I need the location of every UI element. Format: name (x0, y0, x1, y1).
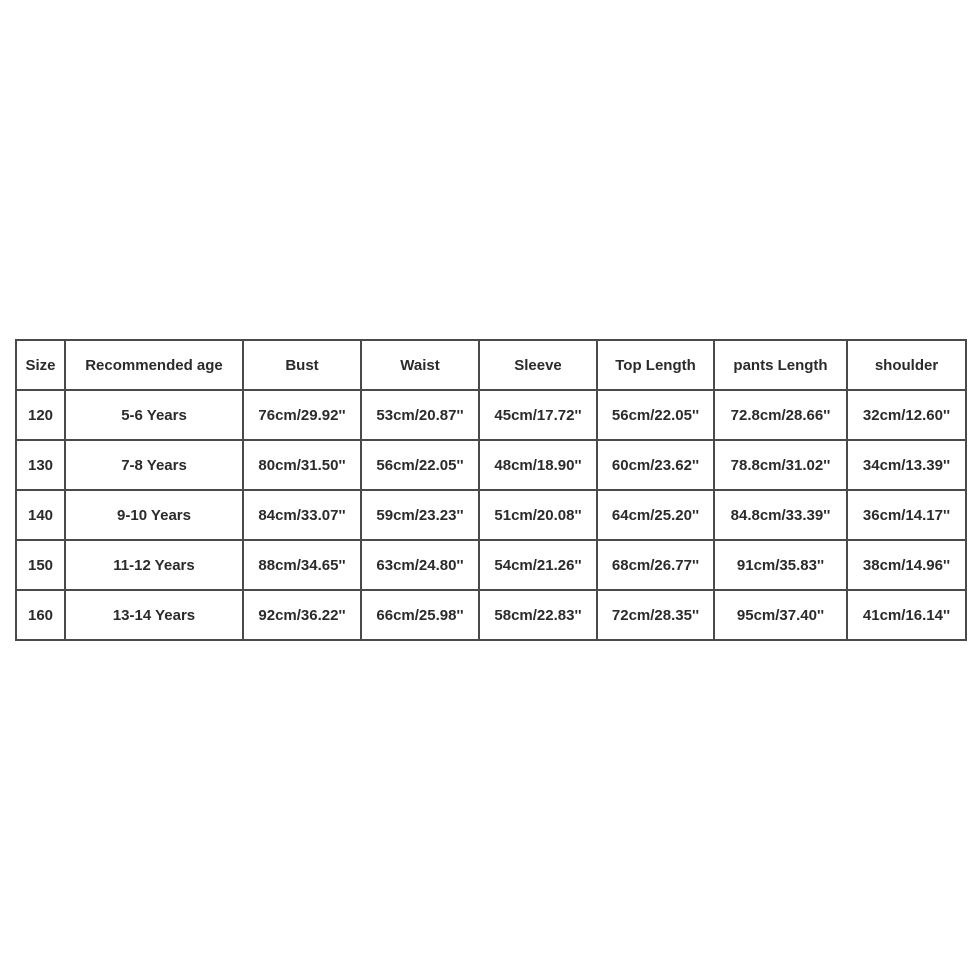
header-recommended-age: Recommended age (66, 341, 244, 391)
table-header-row (17, 341, 967, 391)
header-bust: Bust (244, 341, 362, 391)
cell-shoulder: 36cm/14.17'' (848, 491, 967, 541)
header-pants-length: pants Length (715, 341, 848, 391)
cell-waist: 66cm/25.98'' (362, 591, 480, 641)
cell-pants-length: 91cm/35.83'' (715, 541, 848, 591)
cell-size: 130 (17, 441, 66, 491)
cell-waist: 63cm/24.80'' (362, 541, 480, 591)
cell-bust: 88cm/34.65'' (244, 541, 362, 591)
cell-top-length: 68cm/26.77'' (598, 541, 715, 591)
cell-waist: 56cm/22.05'' (362, 441, 480, 491)
cell-recommended-age: 13-14 Years (66, 591, 244, 641)
cell-top-length: 60cm/23.62'' (598, 441, 715, 491)
cell-bust: 84cm/33.07'' (244, 491, 362, 541)
cell-pants-length: 84.8cm/33.39'' (715, 491, 848, 541)
cell-bust: 76cm/29.92'' (244, 391, 362, 441)
cell-waist: 59cm/23.23'' (362, 491, 480, 541)
table-row (17, 541, 967, 591)
cell-waist: 53cm/20.87'' (362, 391, 480, 441)
cell-recommended-age: 7-8 Years (66, 441, 244, 491)
table-row (17, 591, 967, 641)
cell-size: 140 (17, 491, 66, 541)
table-row (17, 391, 967, 441)
header-size: Size (17, 341, 66, 391)
cell-sleeve: 48cm/18.90'' (480, 441, 598, 491)
cell-pants-length: 95cm/37.40'' (715, 591, 848, 641)
cell-shoulder: 32cm/12.60'' (848, 391, 967, 441)
cell-bust: 92cm/36.22'' (244, 591, 362, 641)
cell-shoulder: 38cm/14.96'' (848, 541, 967, 591)
cell-sleeve: 51cm/20.08'' (480, 491, 598, 541)
cell-recommended-age: 5-6 Years (66, 391, 244, 441)
cell-pants-length: 72.8cm/28.66'' (715, 391, 848, 441)
cell-top-length: 64cm/25.20'' (598, 491, 715, 541)
cell-sleeve: 54cm/21.26'' (480, 541, 598, 591)
cell-size: 150 (17, 541, 66, 591)
cell-size: 120 (17, 391, 66, 441)
header-shoulder: shoulder (848, 341, 967, 391)
header-sleeve: Sleeve (480, 341, 598, 391)
cell-top-length: 72cm/28.35'' (598, 591, 715, 641)
cell-sleeve: 45cm/17.72'' (480, 391, 598, 441)
cell-shoulder: 41cm/16.14'' (848, 591, 967, 641)
cell-shoulder: 34cm/13.39'' (848, 441, 967, 491)
header-top-length: Top Length (598, 341, 715, 391)
cell-sleeve: 58cm/22.83'' (480, 591, 598, 641)
cell-pants-length: 78.8cm/31.02'' (715, 441, 848, 491)
cell-size: 160 (17, 591, 66, 641)
cell-bust: 80cm/31.50'' (244, 441, 362, 491)
size-chart-table (15, 339, 967, 641)
table-row (17, 491, 967, 541)
cell-recommended-age: 9-10 Years (66, 491, 244, 541)
cell-top-length: 56cm/22.05'' (598, 391, 715, 441)
cell-recommended-age: 11-12 Years (66, 541, 244, 591)
header-waist: Waist (362, 341, 480, 391)
table-row (17, 441, 967, 491)
